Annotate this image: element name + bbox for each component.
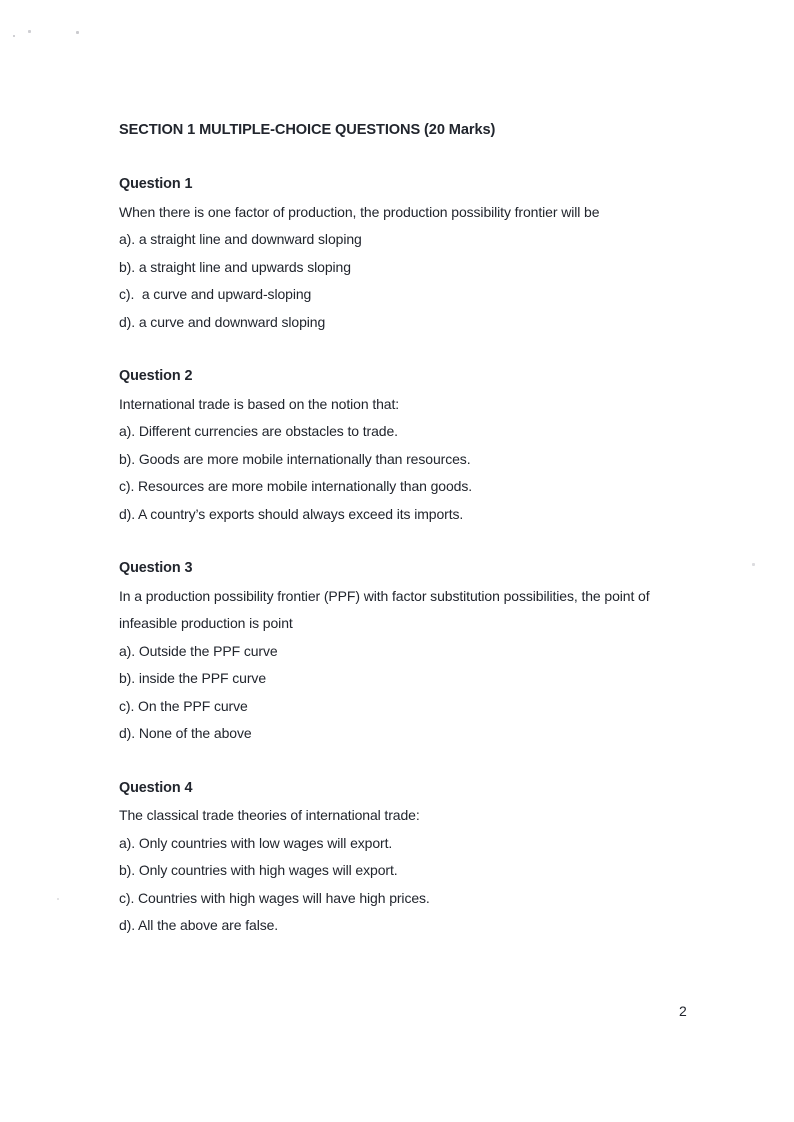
- option-b: b). a straight line and upwards sloping: [119, 258, 351, 275]
- document-content: [119, 116, 739, 940]
- scan-artifact: [76, 31, 79, 34]
- option-a: a). Different currencies are obstacles to trade.: [119, 423, 398, 439]
- option-b: b). Goods are more mobile internationally than resources.: [119, 450, 471, 467]
- option-d: d). None of the above: [119, 725, 252, 741]
- option-d: d). All the above are false.: [119, 917, 279, 933]
- option-b: b). Only countries with high wages will export.: [119, 862, 398, 878]
- question-prompt: The classical trade theories of international trade:: [119, 807, 420, 823]
- question-prompt-line-2: infeasible production is point: [119, 615, 293, 631]
- question-prompt-line-1: In a production possibility frontier (PPF) with factor substitution possibilities, the point of: [119, 587, 650, 604]
- question-block-2: [119, 363, 739, 528]
- option-d: d). A country’s exports should always exceed its imports.: [119, 505, 464, 522]
- question-block-3: [119, 555, 739, 748]
- option-a: a). Only countries with low wages will export.: [119, 834, 393, 851]
- option-a: a). Outside the PPF curve: [119, 642, 278, 659]
- question-title: Question 3: [119, 560, 193, 576]
- option-c: c). Countries with high wages will have high prices.: [119, 889, 430, 906]
- section-heading: SECTION 1 MULTIPLE-CHOICE QUESTIONS (20 Marks): [119, 122, 496, 138]
- scan-artifact: [28, 30, 31, 33]
- question-title: Question 2: [119, 368, 193, 384]
- page-number: 2: [679, 1003, 687, 1019]
- scan-artifact: [13, 35, 15, 37]
- scan-artifact: [752, 563, 755, 566]
- question-prompt: International trade is based on the notion that:: [119, 395, 400, 412]
- question-block-4: [119, 775, 739, 940]
- question-block-1: [119, 171, 739, 336]
- option-c: c). a curve and upward-sloping: [119, 286, 312, 302]
- option-d: d). a curve and downward sloping: [119, 313, 326, 330]
- option-c: c). On the PPF curve: [119, 697, 248, 714]
- option-a: a). a straight line and downward sloping: [119, 231, 362, 247]
- question-prompt: When there is one factor of production, the production possibility frontier will be: [119, 203, 600, 220]
- option-b: b). inside the PPF curve: [119, 670, 266, 686]
- question-title: Question 4: [119, 779, 193, 796]
- question-title: Question 1: [119, 176, 193, 192]
- scan-artifact: [57, 898, 59, 900]
- option-c: c). Resources are more mobile internationally than goods.: [119, 478, 473, 494]
